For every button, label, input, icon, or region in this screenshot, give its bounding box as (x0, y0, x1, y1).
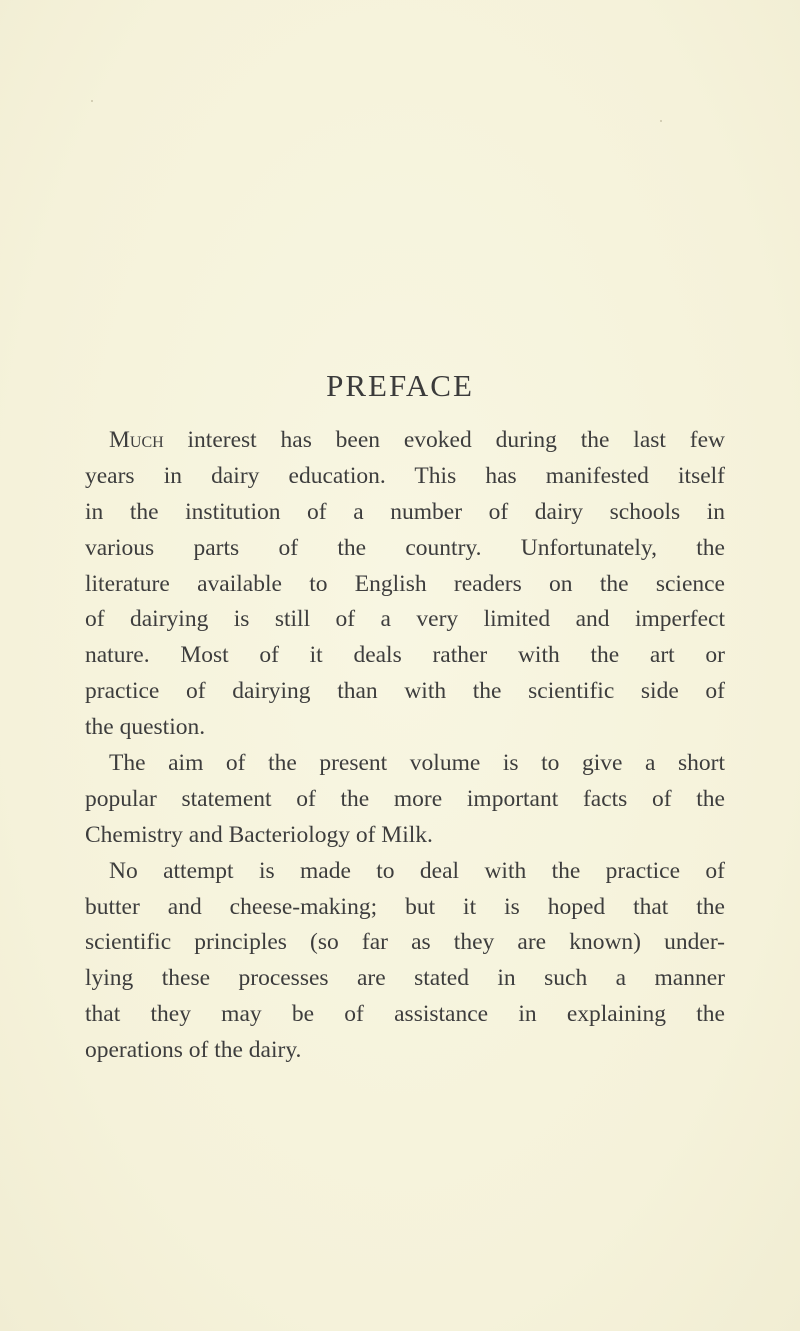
paragraph-1-line-5: literature available to English readers on the science (85, 570, 725, 597)
paragraph-3-line-1: No attempt is made to deal with the practice of (109, 857, 725, 884)
paragraph-1-line-3: in the institution of a number of dairy schools in (85, 498, 725, 525)
paragraph-1-line-6: of dairying is still of a very limited and imperfect (85, 606, 725, 633)
paragraph-1-line-1: Much interest has been evoked during the last few (109, 427, 725, 453)
page-speck (660, 120, 662, 122)
paragraph-3-line-4: lying these processes are stated in such a manner (85, 965, 725, 992)
paragraph-2-line-3: Chemistry and Bacteriology of Milk. (85, 821, 433, 848)
paragraph-1-line-8: practice of dairying than with the scientific side of (85, 678, 725, 705)
paragraph-2-line-2: popular statement of the more important facts of the (85, 785, 725, 812)
preface-body (85, 423, 725, 1069)
page-title: PREFACE (326, 368, 474, 403)
paragraph-3-line-6: operations of the dairy. (85, 1037, 302, 1064)
paragraph-1-line-7: nature. Most of it deals rather with the art or (85, 642, 725, 669)
paragraph-1-line-4: various parts of the country. Unfortunately, the (85, 534, 725, 561)
paragraph-1-line-2: years in dairy education. This has manifested itself (85, 462, 725, 489)
paragraph-3-line-3: scientific principles (so far as they are known) under- (85, 929, 725, 956)
page-speck (91, 100, 93, 102)
paragraph-1-line-9: the question. (85, 714, 206, 741)
paragraph-3-line-5: that they may be of assistance in explaining the (85, 1001, 725, 1028)
opening-word: Much (109, 427, 164, 453)
paragraph-2-line-1: The aim of the present volume is to give a short (109, 750, 725, 777)
paragraph-3-line-2: butter and cheese-making; but it is hoped that the (85, 893, 725, 920)
